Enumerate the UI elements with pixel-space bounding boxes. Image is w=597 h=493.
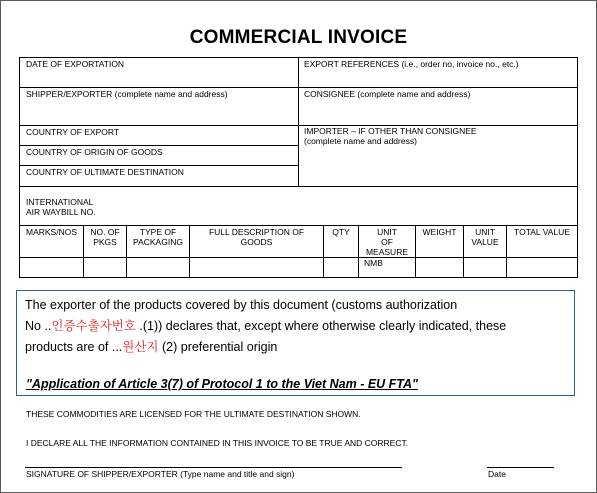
date-label: Date bbox=[488, 469, 506, 479]
origin-country: 원산지 bbox=[122, 340, 159, 354]
grid-line bbox=[19, 125, 578, 126]
country-of-origin-label: COUNTRY OF ORIGIN OF GOODS bbox=[26, 147, 163, 157]
article-reference: "Application of Article 3(7) of Protocol 1 to the Viet Nam - EU FTA" bbox=[26, 377, 418, 391]
authorization-number: 인증수출자번호 bbox=[51, 319, 136, 333]
air-waybill-label: INTERNATIONAL bbox=[26, 197, 94, 207]
grid-line bbox=[19, 186, 578, 187]
export-references-label: EXPORT REFERENCES (i.e., order no, invoice no., etc.) bbox=[304, 59, 519, 69]
grid-line bbox=[19, 277, 578, 278]
importer-sublabel: (complete name and address) bbox=[304, 136, 417, 146]
grid-line bbox=[298, 57, 299, 187]
col-header-pkgs: NO. OF PKGS bbox=[90, 227, 120, 247]
grid-line bbox=[19, 87, 578, 88]
grid-line bbox=[19, 57, 20, 278]
grid-line bbox=[19, 145, 299, 146]
col-header-qty: QTY bbox=[332, 227, 350, 237]
declaration-line-3: products are of ...원산지 (2) preferential origin bbox=[25, 340, 278, 354]
grid-line bbox=[577, 57, 578, 278]
declaration-line-2: No ..인증수출자번호 .(1)) declares that, except where otherwise clearly indicated, these bbox=[25, 319, 507, 333]
shipper-exporter-label: SHIPPER/EXPORTER (complete name and address) bbox=[26, 89, 228, 99]
signature-line bbox=[25, 467, 402, 468]
licensed-statement: THESE COMMODITIES ARE LICENSED FOR THE ULTIMATE DESTINATION SHOWN. bbox=[26, 409, 361, 419]
date-of-exportation-label: DATE OF EXPORTATION bbox=[26, 59, 125, 69]
col-header-description: FULL DESCRIPTION OF GOODS bbox=[208, 227, 305, 247]
signature-label: SIGNATURE OF SHIPPER/EXPORTER (Type name and title and sign) bbox=[26, 469, 295, 479]
grid-line bbox=[19, 225, 578, 226]
importer-label: IMPORTER – IF OTHER THAN CONSIGNEE bbox=[304, 126, 477, 136]
col-header-marks: MARKS/NOS bbox=[26, 227, 78, 237]
air-waybill-sublabel: AIR WAYBILL NO. bbox=[26, 207, 96, 217]
page-title: COMMERCIAL INVOICE bbox=[189, 27, 408, 48]
country-of-destination-label: COUNTRY OF ULTIMATE DESTINATION bbox=[26, 167, 184, 177]
col-header-weight: WEIGHT bbox=[422, 227, 457, 237]
consignee-label: CONSIGNEE (complete name and address) bbox=[304, 89, 471, 99]
grid-line bbox=[19, 165, 299, 166]
country-of-export-label: COUNTRY OF EXPORT bbox=[26, 127, 120, 137]
origin-declaration-box bbox=[16, 290, 575, 396]
col-header-total-value: TOTAL VALUE bbox=[514, 227, 570, 237]
col-header-unit-value: UNIT VALUE bbox=[471, 227, 499, 247]
declare-statement: I DECLARE ALL THE INFORMATION CONTAINED IN THIS INVOICE TO BE TRUE AND CORRECT. bbox=[26, 438, 409, 448]
date-line bbox=[487, 467, 554, 468]
declaration-line-1: The exporter of the products covered by this document (customs authorization bbox=[25, 298, 458, 312]
col-header-unit-of-measure: UNIT OF MEASURE bbox=[365, 227, 409, 257]
unit-of-measure-cell: NMB bbox=[364, 258, 383, 268]
col-header-packaging: TYPE OF PACKAGING bbox=[133, 227, 183, 247]
grid-line bbox=[19, 257, 578, 258]
